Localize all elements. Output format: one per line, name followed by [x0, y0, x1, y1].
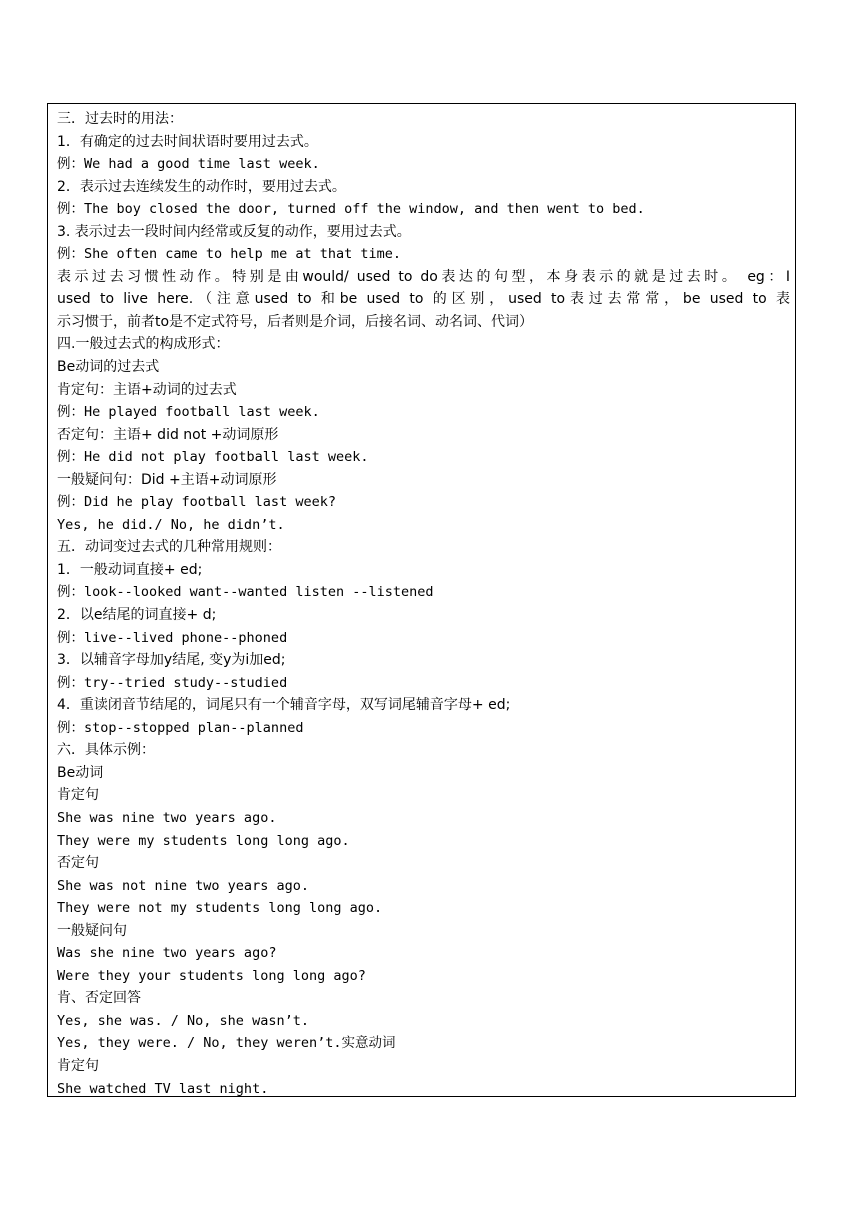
rule-line: 4．重读闭音节结尾的，词尾只有一个辅音字母，双写词尾辅音字母+ ed;: [57, 697, 511, 714]
sentence-pattern: 肯定句：主语+动词的过去式: [57, 381, 237, 398]
example-line: Yes, they were. / No, they weren’t.实意动词: [57, 1035, 396, 1052]
example-line: 例：try--tried study--studied: [57, 674, 288, 691]
example-line: 例：We had a good time last week.: [57, 156, 320, 173]
example-line: 例：The boy closed the door, turned off the window, and then went to bed.: [57, 201, 645, 218]
habit-note-line: 示习惯于，前者to是不定式符号，后者则是介词，后接名词、动名词、代词）: [57, 313, 534, 330]
subheading: Be动词的过去式: [57, 359, 160, 376]
example-line: 例：look--looked want--wanted listen --listened: [57, 584, 434, 601]
example-line: 例：Did he play football last week?: [57, 494, 336, 511]
example-line: Were they your students long long ago?: [57, 967, 366, 984]
example-line: 例：He played football last week.: [57, 404, 320, 421]
rule-3: 3. 表示过去一段时间内经常或反复的动作，要用过去式。: [57, 223, 411, 240]
rule-line: 2．以e结尾的词直接+ d;: [57, 607, 217, 624]
document-table-cell: [47, 103, 796, 1097]
section-heading-3: 三．过去时的用法：: [57, 111, 183, 127]
section-heading-5: 五．动词变过去式的几种常用规则：: [57, 539, 281, 556]
example-line: 例：He did not play football last week.: [57, 449, 369, 466]
sentence-type-label: 一般疑问句: [57, 922, 127, 939]
habit-note-line: used to live here.（注意used to 和be used to 的区别，used to表过去常常，be used to 表: [57, 291, 790, 308]
rule-line: 3．以辅音字母加y结尾, 变y为i加ed;: [57, 652, 286, 669]
example-line: They were my students long long ago.: [57, 832, 350, 849]
section-heading-6: 六．具体示例：: [57, 742, 155, 759]
rule-line: 1．一般动词直接+ ed;: [57, 561, 203, 578]
rule-1: 1．有确定的过去时间状语时要用过去式。: [57, 133, 318, 150]
sentence-type-label: 肯定句: [57, 1057, 99, 1074]
example-line: Was she nine two years ago?: [57, 945, 277, 962]
example-line: 例：She often came to help me at that time.: [57, 246, 401, 263]
example-line: Yes, she was. / No, she wasn’t.: [57, 1012, 309, 1029]
rule-2: 2．表示过去连续发生的动作时，要用过去式。: [57, 178, 346, 195]
example-line: She watched TV last night.: [57, 1080, 269, 1097]
sentence-type-label: 肯、否定回答: [57, 990, 141, 1007]
example-line: Yes, he did./ No, he didn’t.: [57, 516, 285, 533]
sentence-pattern: 一般疑问句：Did +主语+动词原形: [57, 471, 277, 488]
sentence-type-label: 肯定句: [57, 787, 99, 804]
example-line: They were not my students long long ago.: [57, 900, 383, 917]
habit-note-line: 表示过去习惯性动作。特别是由would/ used to do表达的句型，本身表示的就是过去时。 eg：I: [57, 268, 790, 285]
document-body: [57, 108, 790, 1100]
example-line: 例：live--lived phone--phoned: [57, 629, 288, 646]
subheading: Be动词: [57, 764, 104, 781]
example-line: She was nine two years ago.: [57, 809, 277, 826]
sentence-type-label: 否定句: [57, 855, 99, 872]
section-heading-4: 四.一般过去式的构成形式：: [57, 336, 230, 353]
sentence-pattern: 否定句：主语+ did not +动词原形: [57, 426, 279, 443]
example-line: She was not nine two years ago.: [57, 877, 309, 894]
example-line: 例：stop--stopped plan--planned: [57, 719, 304, 736]
